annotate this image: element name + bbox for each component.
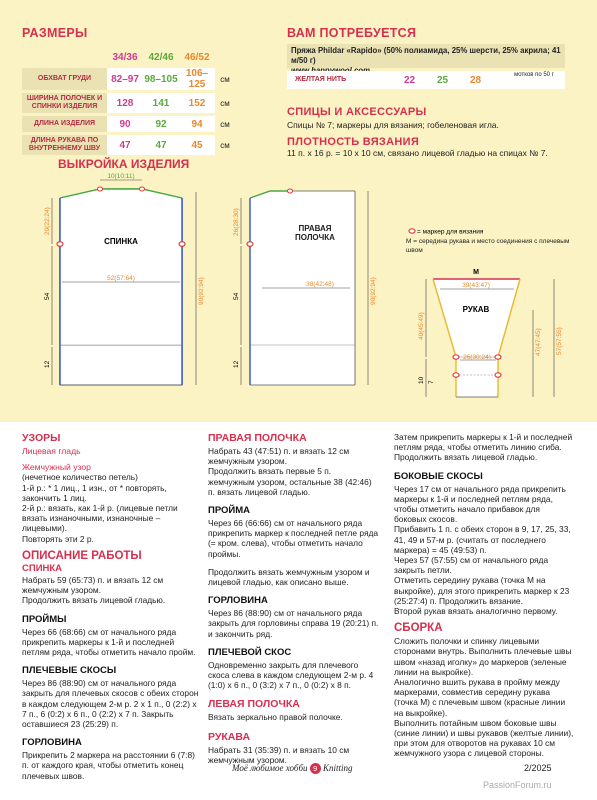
sizes-table — [22, 46, 235, 158]
magazine-name: Моё любимое хобби — [232, 763, 308, 773]
back-height-dim: 90(92:94) — [198, 277, 205, 305]
section-name: Knitting — [323, 763, 353, 773]
right-front-title: ПРАВАЯ ПОЛОЧКА — [208, 432, 307, 444]
sleeve-m-point: М — [473, 269, 479, 276]
accessories-text: Спицы № 7; маркеры для вязания; гобеленовая игла. — [287, 120, 499, 130]
sleeve-cuff-dim: 10 — [418, 376, 425, 384]
sleeve-piece — [418, 269, 563, 397]
size-value: 82–97 — [107, 68, 143, 90]
patterns-title: УЗОРЫ — [22, 432, 61, 444]
pattern-title: ВЫКРОЙКА ИЗДЕЛИЯ — [58, 157, 190, 171]
back-side-dim: 54 — [44, 292, 51, 300]
left-front-text: Вязать зеркально правой полочке. — [208, 712, 343, 723]
work-title: ОПИСАНИЕ РАБОТЫ — [22, 549, 142, 562]
armholes-title: ПРОЙМЫ — [22, 613, 67, 625]
front-height-dim: 90(92:94) — [370, 277, 377, 305]
back-shoulder-dim: 20(22:24) — [44, 207, 51, 235]
size-value: 94 — [179, 116, 215, 132]
left-front-title: ЛЕВАЯ ПОЛОЧКА — [208, 698, 300, 711]
front-width-dim: 38(42:48) — [306, 281, 334, 288]
marker-icon — [453, 355, 459, 359]
marker-icon — [247, 242, 253, 247]
assembly-text: Сложить полочки и спинку лицевыми сторонами внутрь. Выполнить плечевые швы швом «назад иголку» до маркеров (зеленые линии на выкройке). — [394, 636, 572, 677]
front-neck-text: Через 86 (88:90) см от начального ряда закрыть для горловины справа 19 (20:21) п. и закончить ряд. — [208, 608, 379, 639]
yarn-amount: 22 — [404, 75, 416, 86]
column-1 — [22, 432, 202, 789]
front-side-dim: 54 — [233, 292, 240, 300]
density-title: ПЛОТНОСТЬ ВЯЗАНИЯ — [287, 136, 420, 148]
size-row-label: ШИРИНА ПОЛОЧЕК И СПИНКИ ИЗДЕЛИЯ — [22, 93, 107, 113]
need-title: ВАМ ПОТРЕБУЕТСЯ — [287, 26, 417, 40]
size-unit: см — [220, 98, 230, 108]
sizes-row — [22, 116, 235, 132]
size-value: 90 — [107, 116, 143, 132]
armhole-text: Через 66 (66:66) см от начального ряда прикрепить маркер к последней петле ряда (= кром. слева), чтобы отметить начало проймы. — [208, 518, 379, 559]
armhole-title: ПРОЙМА — [208, 505, 251, 517]
marker-icon — [288, 189, 293, 193]
marker-icon — [179, 242, 185, 247]
back-piece — [44, 173, 205, 385]
sleeve-fold-dim: 7 — [428, 380, 435, 384]
shoulders-text: Через 86 (88:90) см от начального ряда закрыть для плечевых скосов с обеих сторон в каждом следующем 2-м р. 2 x 1 п., 0 (2:2) x 7 п., 6 (0:2) x 6 п., 0 (2:2) x 7 п. Закрыть оставшиеся 23 (25:29) п. — [22, 678, 199, 730]
yarn-amount-unit: мотков по 50 г — [514, 72, 554, 78]
sleeve-fold-text: Затем прикрепить маркеры к 1-й и последней петлям ряда, чтобы отметить линию сгиба. Продолжить вязать лицевой гладью. — [394, 432, 573, 463]
sleeve-height-dim: 40(45:49) — [418, 312, 425, 340]
marker-icon — [495, 355, 501, 359]
size-unit: см — [220, 140, 230, 150]
column-3 — [394, 432, 574, 759]
assembly-title: СБОРКА — [394, 622, 443, 635]
sizes-row — [22, 93, 235, 113]
yarn-color-label: ЖЕЛТАЯ НИТЬ — [295, 76, 347, 83]
pearl-text: 2-й р.: вязать, как 1-й р. (лицевые петли вязать изнаночными, изнаночные – лицевыми). — [22, 503, 178, 534]
size-row-label: ОБХВАТ ГРУДИ — [22, 68, 107, 90]
neck-title: ГОРЛОВИНА — [22, 737, 82, 749]
back-text: Продолжить вязать лицевой гладью. — [22, 595, 166, 606]
legend — [406, 229, 571, 262]
sizes-title: РАЗМЕРЫ — [22, 26, 88, 40]
marker-icon — [453, 373, 459, 377]
back-hem-dim: 12 — [44, 360, 51, 368]
right-front-text: Набрать 43 (47:51) п. и вязать 12 см жемчужным узором. — [208, 446, 350, 467]
yarn-amount: 28 — [470, 75, 482, 86]
armholes-text: Через 66 (68:66) см от начального ряда прикрепить маркеры к 1-й и последней петлям ряда, чтобы отметить начало пройм. — [22, 626, 196, 658]
size-header: 34/36 — [112, 51, 138, 63]
side-slopes-title: БОКОВЫЕ СКОСЫ — [394, 470, 483, 482]
size-value: 47 — [107, 135, 143, 155]
marker-icon — [98, 187, 103, 191]
sleeve-total-dim: 57(57:55) — [556, 327, 563, 355]
sizes-header-row — [22, 49, 235, 65]
sleeves-title: РУКАВА — [208, 730, 251, 743]
sleeve-top-dim: 39(43:47) — [462, 282, 490, 289]
marker-icon — [140, 187, 145, 191]
assembly-text: Аналогично вшить рукава в пройму между маркерами, совместив середину рукава (точка М) с плечевым швом (красные линии на выкройке). — [394, 677, 566, 718]
pearl-title: Жемчужный узор — [22, 462, 91, 473]
side-text: Второй рукав вязать аналогично первому. — [394, 606, 558, 617]
size-value: 106–125 — [179, 68, 215, 90]
legend-m: М = середина рукава и место соединения с плечевым швом — [406, 238, 570, 254]
front-shoulder-title: ПЛЕЧЕВОЙ СКОС — [208, 646, 292, 658]
size-header: 46/52 — [184, 51, 210, 63]
assembly-text: Выполнить потайным швом боковые швы (синие линии) и швы рукавов (желтые линии), при этом для отворотов на рукавах 10 см жемчужного узора с лицевой стороны. — [394, 717, 574, 759]
yarn-box — [287, 44, 565, 68]
back-label: СПИНКА — [104, 237, 138, 246]
front-label: ПРАВАЯ ПОЛОЧКА — [295, 224, 335, 242]
continue-text: Продолжить вязать жемчужным узором и лицевой гладью, как описано выше. — [208, 566, 370, 588]
front-shoulder-text: Одновременно закрыть для плечевого скоса слева в каждом следующем 2-м р. 4 (1:0) x 6 п., 0 (3:2) x 7 п., 0 (0:2) x 8 п. — [208, 659, 374, 691]
front-neck-title: ГОРЛОВИНА — [208, 595, 268, 607]
size-value: 45 — [179, 135, 215, 155]
size-value: 152 — [179, 93, 215, 113]
right-front-text: Продолжить вязать первые 5 п. жемчужным узором, остальные 38 (42:46) п. вязать лицевой гладью. — [208, 466, 372, 497]
pearl-text: (нечетное количество петель) — [22, 472, 138, 483]
yarn-amount: 25 — [437, 75, 449, 86]
density-text: 11 п. x 16 р. = 10 x 10 см, связано лицевой гладью на спицах № 7. — [287, 148, 548, 158]
watermark-site: PassionForum.ru — [483, 780, 552, 790]
sleeve-inner-dim: 47(47:45) — [535, 328, 542, 356]
marker-icon — [409, 229, 415, 233]
footer-magazine — [232, 763, 353, 774]
yarn-description: Пряжа Phildar «Rapido» (50% полиамида, 25% шерсти, 25% акрила; 41 м/50 г) — [291, 46, 561, 65]
size-value: 92 — [143, 116, 179, 132]
size-row-label: ДЛИНА ИЗДЕЛИЯ — [22, 116, 107, 132]
neck-text: Прикрепить 2 маркера на расстоянии 6 (7:8) п. от каждого края, чтобы отметить конец плечевых швов. — [22, 750, 195, 781]
size-header: 42/46 — [148, 51, 174, 63]
pearl-text: Повторять эти 2 р. — [22, 533, 94, 544]
size-row-label: ДЛИНА РУКАВА ПО ВНУТРЕННЕМУ ШВУ — [22, 135, 107, 155]
size-value: 98–105 — [143, 68, 179, 90]
back-hem — [60, 345, 182, 385]
issue-number: 2/2025 — [524, 763, 552, 773]
front-piece — [233, 189, 377, 385]
front-hem-dim: 12 — [233, 360, 240, 368]
size-unit: см — [220, 119, 230, 129]
back-neck-dim: 10(10:11) — [107, 173, 135, 180]
shoulders-title: ПЛЕЧЕВЫЕ СКОСЫ — [22, 665, 117, 677]
size-value: 141 — [143, 93, 179, 113]
back-text: Набрать 59 (65:73) п. и вязать 12 см жемчужным узором. — [22, 575, 164, 596]
side-text: Прибавить 1 п. с обеих сторон в 9, 17, 25, 33, 41, 49 и 57-м р. (считать от последнего маркера) = 45 (49:53) п. — [394, 524, 571, 555]
size-value: 47 — [143, 135, 179, 155]
yarn-amount-row — [287, 71, 565, 89]
legend-marker: = маркер для вязания — [417, 228, 484, 236]
column-2 — [208, 432, 380, 773]
sizes-row — [22, 135, 235, 155]
stockinette: Лицевая гладь — [22, 446, 81, 456]
side-text: Через 17 см от начального ряда прикрепить маркеры к 1-й и последней петлям ряда, чтобы отметить начало прибавок для боковых скосов. — [394, 483, 566, 525]
side-text: Через 57 (57:55) см от начального ряда закрыть петли. — [394, 555, 549, 576]
size-unit: см — [220, 74, 230, 84]
pattern-diagram — [0, 160, 597, 422]
sleeve-bottom-dim: 26(30:24) — [463, 354, 491, 361]
page-number: 9 — [310, 763, 321, 774]
front-shoulder-dim: 26(28:30) — [233, 208, 240, 236]
back-title: СПИНКА — [22, 562, 63, 574]
accessories-title: СПИЦЫ И АКСЕССУАРЫ — [287, 106, 427, 118]
size-value: 128 — [107, 93, 143, 113]
sleeves-text: Набрать 31 (35:39) п. и вязать 10 см жемчужным узором. — [208, 744, 350, 765]
marker-icon — [495, 373, 501, 377]
sizes-row — [22, 68, 235, 90]
side-text: Отметить середину рукава (точка М на выкройке), для этого прикрепить маркер к 23 (25:27:4) п. Продолжить вязание. — [394, 575, 570, 606]
sleeve-label: РУКАВ — [462, 305, 490, 314]
back-width-dim: 52(57:64) — [107, 275, 135, 282]
pearl-text: 1-й р.: * 1 лиц., 1 изн., от * повторять, закончить 1 лиц. — [22, 482, 167, 503]
marker-icon — [57, 242, 63, 247]
